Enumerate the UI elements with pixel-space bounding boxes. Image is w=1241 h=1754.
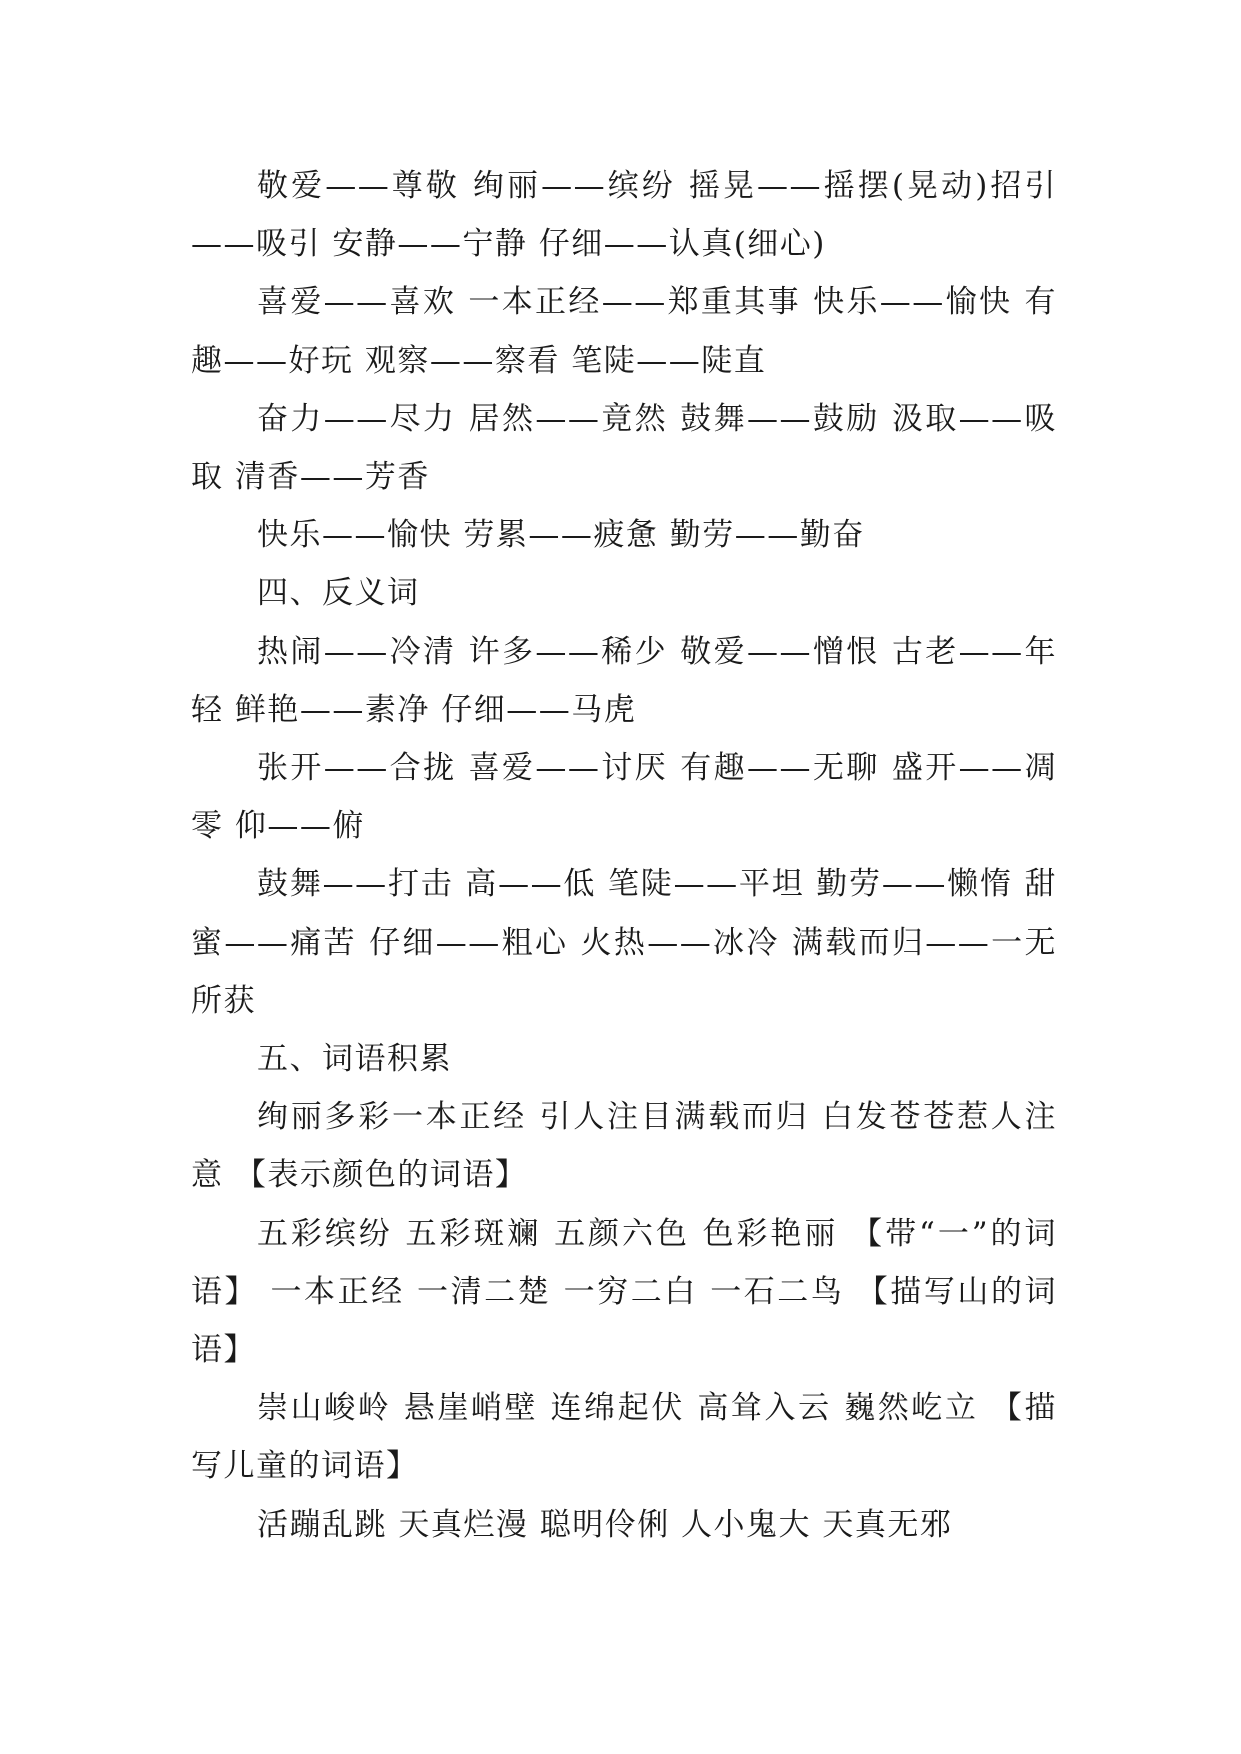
paragraph-antonyms-1: 热闹——冷清 许多——稀少 敬爱——憎恨 古老——年轻 鲜艳——素净 仔细——马虎: [191, 633, 1057, 728]
paragraph-synonyms-4: 快乐——愉快 劳累——疲惫 勤劳——勤奋: [257, 517, 865, 554]
paragraph-vocabulary-1: 绚丽多彩一本正经 引人注目满载而归 白发苍苍惹人注意 【表示颜色的词语】: [191, 1099, 1057, 1194]
section-heading-antonyms: 四、反义词: [257, 575, 420, 612]
paragraph-synonyms-2: 喜爱——喜欢 一本正经——郑重其事 快乐——愉快 有趣——好玩 观察——察看 笔陡——陡直: [191, 284, 1057, 379]
paragraph-vocabulary-2: 五彩缤纷 五彩斑斓 五颜六色 色彩艳丽 【带“一”的词语】 一本正经 一清二楚 一穷二白 一石二鸟 【描写山的词语】: [191, 1215, 1057, 1369]
paragraph-antonyms-3: 鼓舞——打击 高——低 笔陡——平坦 勤劳——懒惰 甜蜜——痛苦 仔细——粗心 火热——冰冷 满载而归——一无所获: [191, 866, 1057, 1019]
paragraph-vocabulary-3: 崇山峻岭 悬崖峭壁 连绵起伏 高耸入云 巍然屹立 【描写儿童的词语】: [191, 1390, 1057, 1485]
paragraph-synonyms-1: 敬爱——尊敬 绚丽——缤纷 摇晃——摇摆(晃动)招引——吸引 安静——宁静 仔细——认真(细心): [191, 168, 1057, 263]
paragraph-antonyms-2: 张开——合拢 喜爱——讨厌 有趣——无聊 盛开——凋零 仰——俯: [191, 750, 1057, 845]
document-body: [191, 157, 1057, 1554]
paragraph-vocabulary-4: 活蹦乱跳 天真烂漫 聪明伶俐 人小鬼大 天真无邪: [257, 1506, 953, 1543]
paragraph-synonyms-3: 奋力——尽力 居然——竟然 鼓舞——鼓励 汲取——吸取 清香——芳香: [191, 400, 1057, 496]
section-heading-vocabulary: 五、词语积累: [257, 1041, 452, 1078]
